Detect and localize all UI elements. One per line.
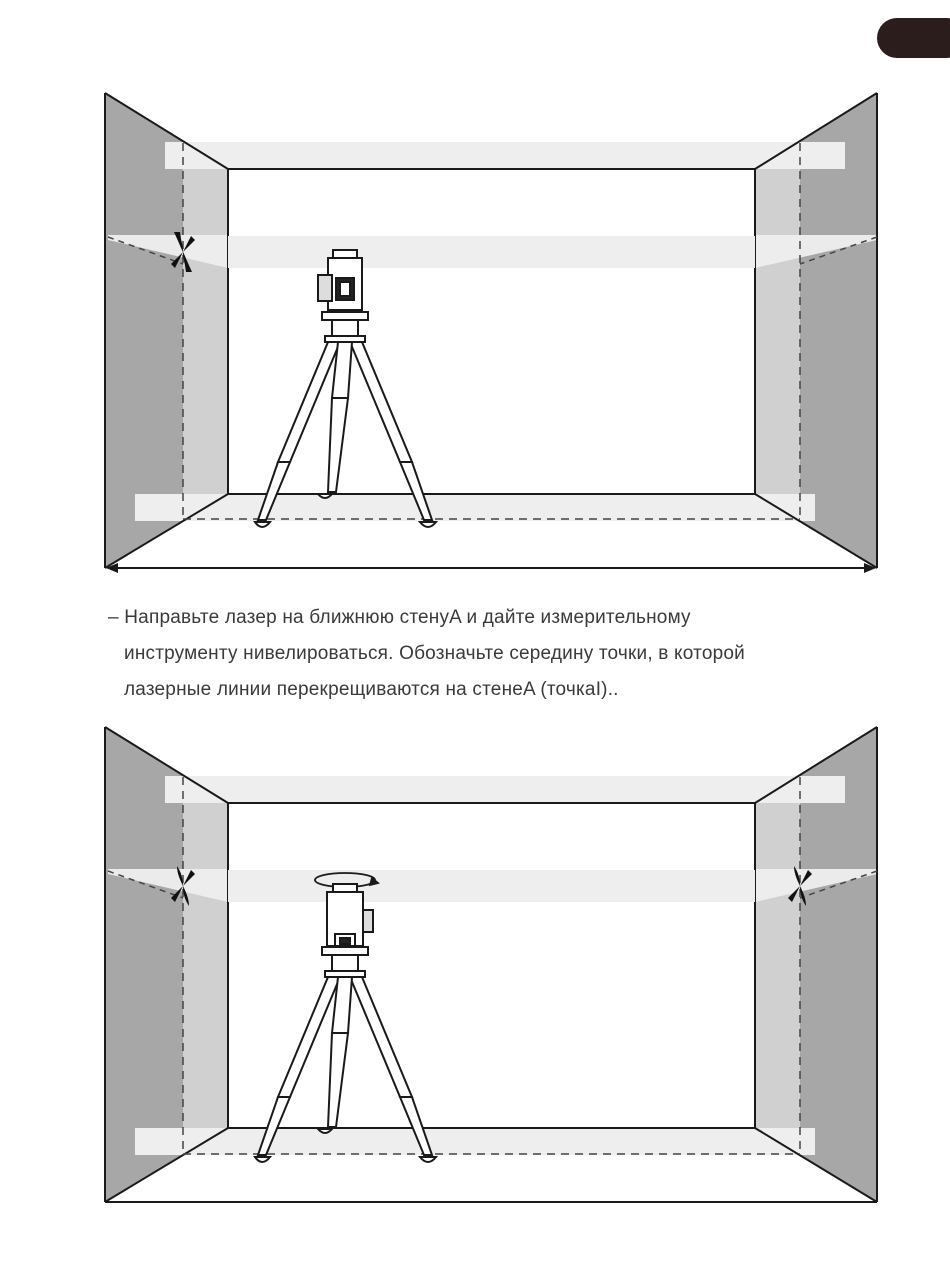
figure-step-1-room	[0, 85, 950, 585]
instruction-line-3: лазерные линии перекрещиваются на стенеA (точкаI)..	[124, 679, 619, 700]
room-diagram-1	[0, 85, 950, 585]
figure-step-2-room	[0, 720, 950, 1220]
left-wall-inner-band	[183, 143, 228, 518]
back-wall	[228, 169, 755, 494]
floor-laser-band	[135, 1128, 815, 1155]
ceiling-laser-band	[165, 142, 845, 169]
page-number-tab	[877, 18, 950, 58]
left-wall-inner-band	[183, 777, 228, 1152]
instruction-line-1	[108, 600, 908, 636]
back-wall	[228, 803, 755, 1128]
right-wall-inner-band	[755, 777, 800, 1152]
list-dash: –	[108, 607, 119, 628]
right-wall-inner-band	[755, 143, 800, 518]
instruction-text	[108, 600, 908, 708]
instruction-line-1-text: Направьте лазер на ближнюю стенуA и дайте измерительному	[124, 607, 691, 628]
back-wall-laser-band	[228, 236, 755, 268]
floor-laser-band	[135, 494, 815, 521]
ceiling-laser-band	[165, 776, 845, 803]
instruction-line-2: инструменту нивелироваться. Обозначьте середину точки, в которой	[124, 643, 745, 664]
back-wall-laser-band	[228, 870, 755, 902]
room-diagram-2	[0, 720, 950, 1220]
